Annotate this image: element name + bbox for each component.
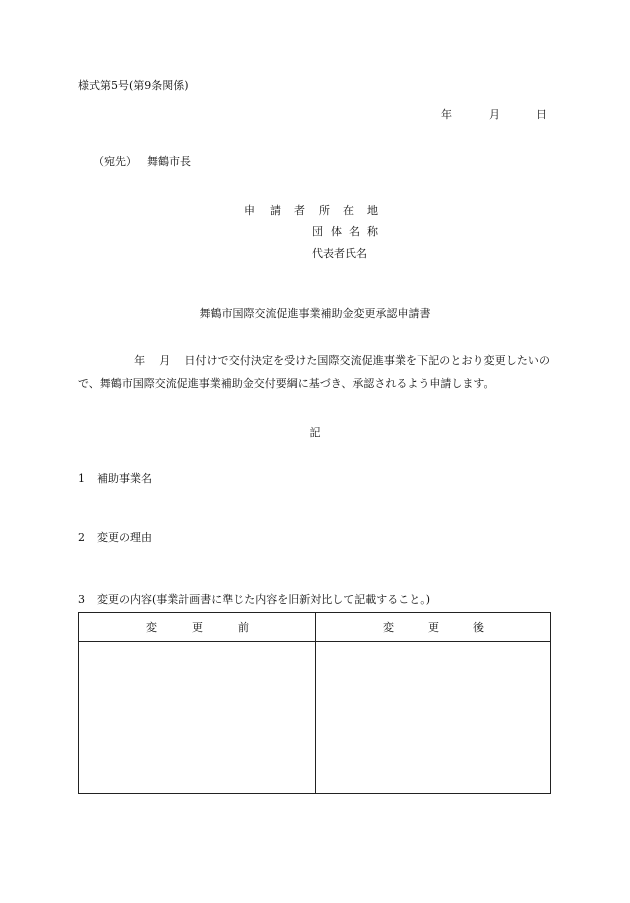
item-label: 変更の理由 <box>97 531 152 544</box>
table-header-before <box>79 622 315 634</box>
addressee-name: 舞鶴市長 <box>147 155 191 168</box>
addressee-prefix: （宛先） <box>93 155 137 168</box>
label-char: 更 <box>192 621 203 634</box>
label-char: 称 <box>367 225 378 238</box>
item-label: 変更の内容(事業計画書に準じた内容を旧新対比して記載すること。) <box>97 593 431 606</box>
applicant-address-label <box>0 205 630 219</box>
item-change-reason <box>78 532 152 543</box>
label-char: 変 <box>383 621 394 634</box>
label-char: 変 <box>146 621 157 634</box>
label-char: 体 <box>331 225 342 238</box>
addressee <box>93 156 191 167</box>
body-text: 日付けで交付決定を受けた国際交流促進事業を下記のとおり変更したいので、舞鶴市国際交流促進事業補助金交付要綱に基づき、承認されるよう申請します。 <box>78 354 551 390</box>
body-month-label: 月 <box>159 354 171 367</box>
item-change-content <box>78 594 430 605</box>
label-char: 更 <box>428 621 439 634</box>
document-title: 舞鶴市国際交流促進事業補助金変更承認申請書 <box>199 307 431 320</box>
table-header-after <box>315 622 550 634</box>
body-year-label: 年 <box>134 354 146 367</box>
label-char: 者 <box>294 204 305 217</box>
label-char: 申 <box>244 204 255 217</box>
date-year-label: 年 <box>441 108 452 121</box>
item-project-name <box>78 473 152 484</box>
date-row <box>0 109 630 123</box>
label-char: 前 <box>238 621 249 634</box>
label-char: 団 <box>312 225 323 238</box>
date-month-label: 月 <box>489 108 500 121</box>
label-char: 請 <box>270 204 281 217</box>
ki-heading: 記 <box>309 426 321 439</box>
item-number: 2 <box>78 531 85 544</box>
label-char: 所 <box>319 204 330 217</box>
applicant-representative-text: 代表者氏名 <box>312 247 367 260</box>
date-day-label: 日 <box>536 108 547 121</box>
item-number: 3 <box>78 593 85 606</box>
item-label: 補助事業名 <box>97 472 152 485</box>
applicant-representative-label <box>0 248 630 262</box>
applicant-organization-label <box>0 226 630 240</box>
form-number: 様式第5号(第9条関係) <box>78 79 189 92</box>
label-char: 地 <box>367 204 378 217</box>
label-char: 後 <box>473 621 484 634</box>
label-char: 在 <box>343 204 354 217</box>
change-comparison-table <box>78 612 551 794</box>
table-cell-after[interactable] <box>316 642 550 793</box>
item-number: 1 <box>78 472 85 485</box>
label-char: 名 <box>349 225 360 238</box>
table-cell-before[interactable] <box>79 642 315 793</box>
body-paragraph <box>78 349 550 395</box>
